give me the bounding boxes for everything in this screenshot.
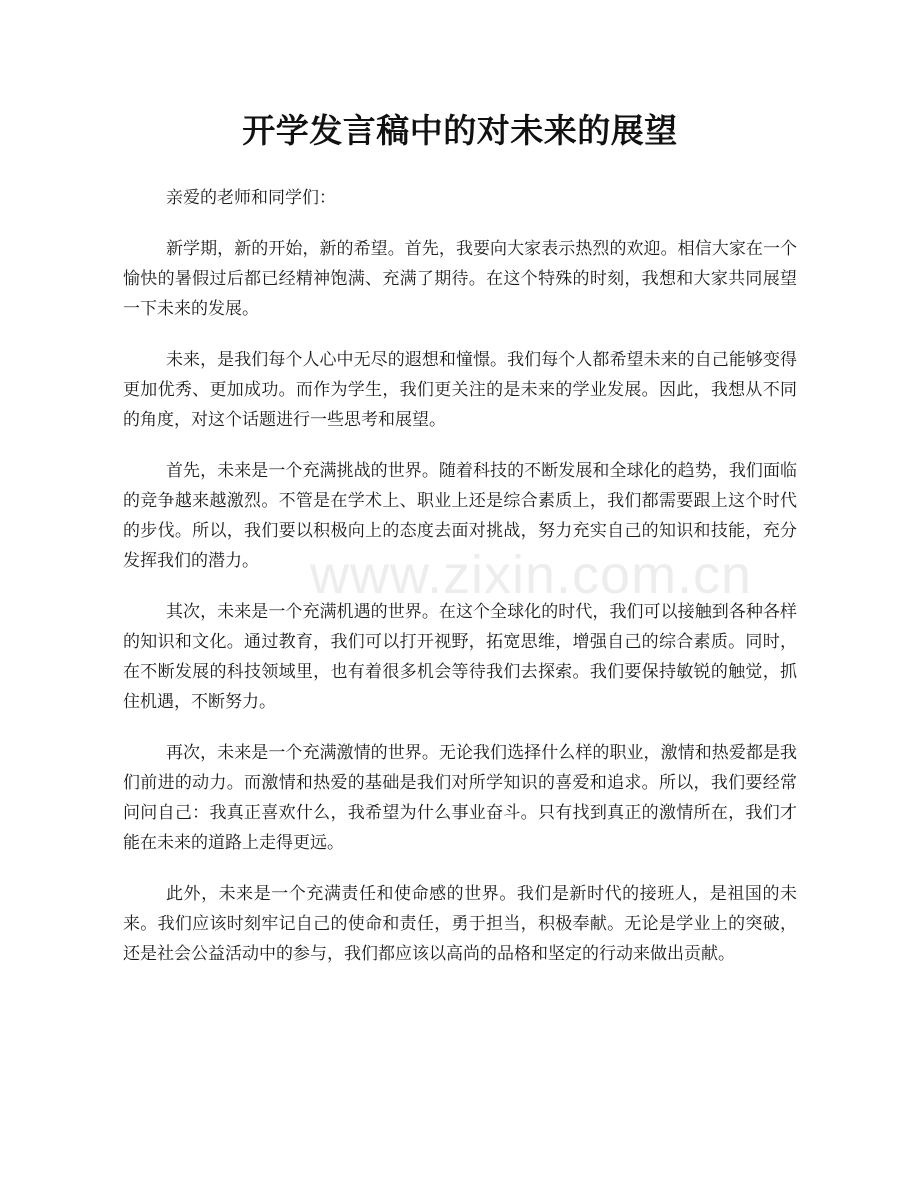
paragraph-6: 此外，未来是一个充满责任和使命感的世界。我们是新时代的接班人，是祖国的未来。我们应该时刻牢记自己的使命和责任，勇于担当，积极奉献。无论是学业上的突破，还是社会公益活动中的参与，我们都应该以高尚的品格和坚定的行动来做出贡献。 bbox=[123, 884, 797, 964]
watermark: www.zixin.com.cn bbox=[310, 545, 753, 605]
paragraph-5: 再次，未来是一个充满激情的世界。无论我们选择什么样的职业，激情和热爱都是我们前进的动力。而激情和热爱的基础是我们对所学知识的喜爱和追求。所以，我们要经常问问自己：我真正喜欢什么，我希望为什么事业奋斗。只有找到真正的激情所在，我们才能在未来的道路上走得更远。 bbox=[123, 743, 797, 853]
paragraph-3: 首先，未来是一个充满挑战的世界。随着科技的不断发展和全球化的趋势，我们面临的竞争越来越激烈。不管是在学术上、职业上还是综合素质上，我们都需要跟上这个时代的步伐。所以，我们要以积极向上的态度去面对挑战，努力充实自己的知识和技能，充分发挥我们的潜力。 bbox=[123, 461, 797, 571]
paragraph-1: 新学期，新的开始，新的希望。首先，我要向大家表示热烈的欢迎。相信大家在一个愉快的暑假过后都已经精神饱满、充满了期待。在这个特殊的时刻，我想和大家共同展望一下未来的发展。 bbox=[123, 239, 797, 319]
paragraph-2: 未来，是我们每个人心中无尽的遐想和憧憬。我们每个人都希望未来的自己能够变得更加优秀、更加成功。而作为学生，我们更关注的是未来的学业发展。因此，我想从不同的角度，对这个话题进行一些思考和展望。 bbox=[123, 350, 797, 430]
salutation: 亲爱的老师和同学们： bbox=[166, 188, 336, 208]
document-title: 开学发言稿中的对未来的展望 bbox=[242, 111, 678, 150]
paragraph-4: 其次，未来是一个充满机遇的世界。在这个全球化的时代，我们可以接触到各种各样的知识和文化。通过教育，我们可以打开视野，拓宽思维，增强自己的综合素质。同时，在不断发展的科技领域里，也有着很多机会等待我们去探索。我们要保持敏锐的触觉，抓住机遇，不断努力。 bbox=[123, 602, 797, 712]
document-body bbox=[123, 183, 797, 990]
